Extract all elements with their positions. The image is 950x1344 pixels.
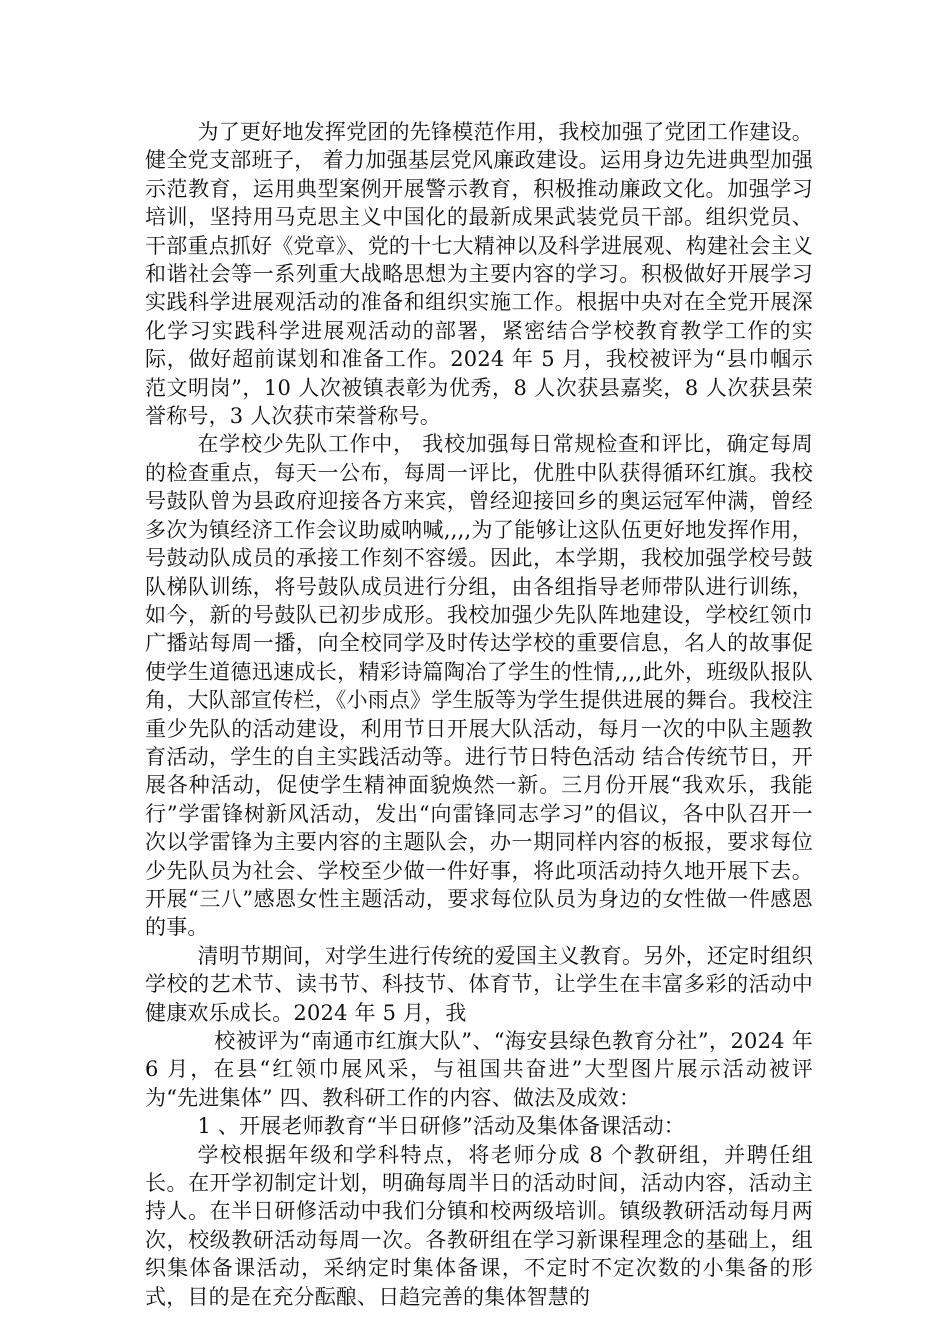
paragraph-qingming: 清明节期间，对学生进行传统的爱国主义教育。另外，还定时组织学校的艺术节、读书节、科技节、体育节，让学生在丰富多彩的活动中健康欢乐成长。2024 年 5 月，我	[145, 943, 813, 1025]
paragraph-party-building: 为了更好地发挥党团的先锋模范作用，我校加强了党团工作建设。健全党支部班子， 着力加强基层党风廉政建设。运用身边先进典型加强示范教育，运用典型案例开展警示教育，积极推动廉政文化。加强学习培训，坚持用马克思主义中国化的最新成果武装党员干部。组织党员、干部重点抓好《党章》、党的十七大精神以及科学进展观、构建社会主义和谐社会等一系列重大战略思想为主要内容的学习。积极做好开展学习实践科学进展观活动的准备和组织实施工作。根据中央对在全党开展深化学习实践科学进展观活动的部署，紧密结合学校教育教学工作的实际，做好超前谋划和准备工作。2024 年 5 月，我校被评为“县巾帼示范文明岗”，10 人次被镇表彰为优秀，8 人次获县嘉奖，8 人次获县荣誉称号，3 人次获市荣誉称号。	[145, 120, 813, 429]
paragraph-young-pioneers: 在学校少先队工作中， 我校加强每日常规检查和评比，确定每周的检查重点，每天一公布，每周一评比，优胜中队获得循环红旗。我校号鼓队曾为县政府迎接各方来宾，曾经迎接回乡的奥运冠军仲满，曾经多次为镇经济工作会议助威呐喊,,,,为了能够让这队伍更好地发挥作用，号鼓动队成员的承接工作刻不容缓。因此，本学期，我校加强学校号鼓队梯队训练，将号鼓队成员进行分组，由各组指导老师带队进行训练，如今，新的号鼓队已初步成形。我校加强少先队阵地建设，学校红领巾广播站每周一播，向全校同学及时传达学校的重要信息，名人的故事促使学生道德迅速成长，精彩诗篇陶冶了学生的性情,,,,此外，班级队报队角，大队部宣传栏，《小雨点》学生版等为学生提供进展的舞台。我校注重少先队的活动建设，利用节日开展大队活动，每月一次的中队主题教育活动，学生的自主实践活动等。进行节日特色活动 结合传统节日，开展各种活动，促使学生精神面貌焕然一新。三月份开展“我欢乐，我能行”学雷锋树新风活动，发出“向雷锋同志学习”的倡议，各中队召开一次以学雷锋为主要内容的主题队会，办一期同样内容的板报，要求每位少先队员为社会、学校至少做一件好事，将此项活动持久地开展下去。开展“三八”感恩女性主题活动，要求每位队员为身边的女性做一件感恩的事。	[145, 432, 813, 940]
document-body	[145, 118, 813, 1311]
paragraph-research-groups: 学校根据年级和学科特点，将老师分成 8 个教研组，并聘任组长。在开学初制定计划，明确每周半日的活动时间，活动内容，活动主持人。在半日研修活动中我们分镇和校两级培训。镇级教研活动每月两次，校级教研活动每周一次。各教研组在学习新课程理念的基础上，组织集体备课活动，采纳定时集体备课，不定时不定次数的小集备的形式，目的是在充分酝酿、日趋完善的集体智慧的	[145, 1142, 813, 1309]
paragraph-awards: 校被评为“南通市红旗大队”、“海安县绿色教育分社”，2024 年 6 月，在县“红领巾展风采，与祖国共奋进”大型图片展示活动被评为“先进集体” 四、教科研工作的内容、做法及成效：	[145, 1029, 813, 1110]
paragraph-section-heading: 1 、开展老师教育“半日研修”活动及集体备课活动：	[197, 1114, 686, 1139]
